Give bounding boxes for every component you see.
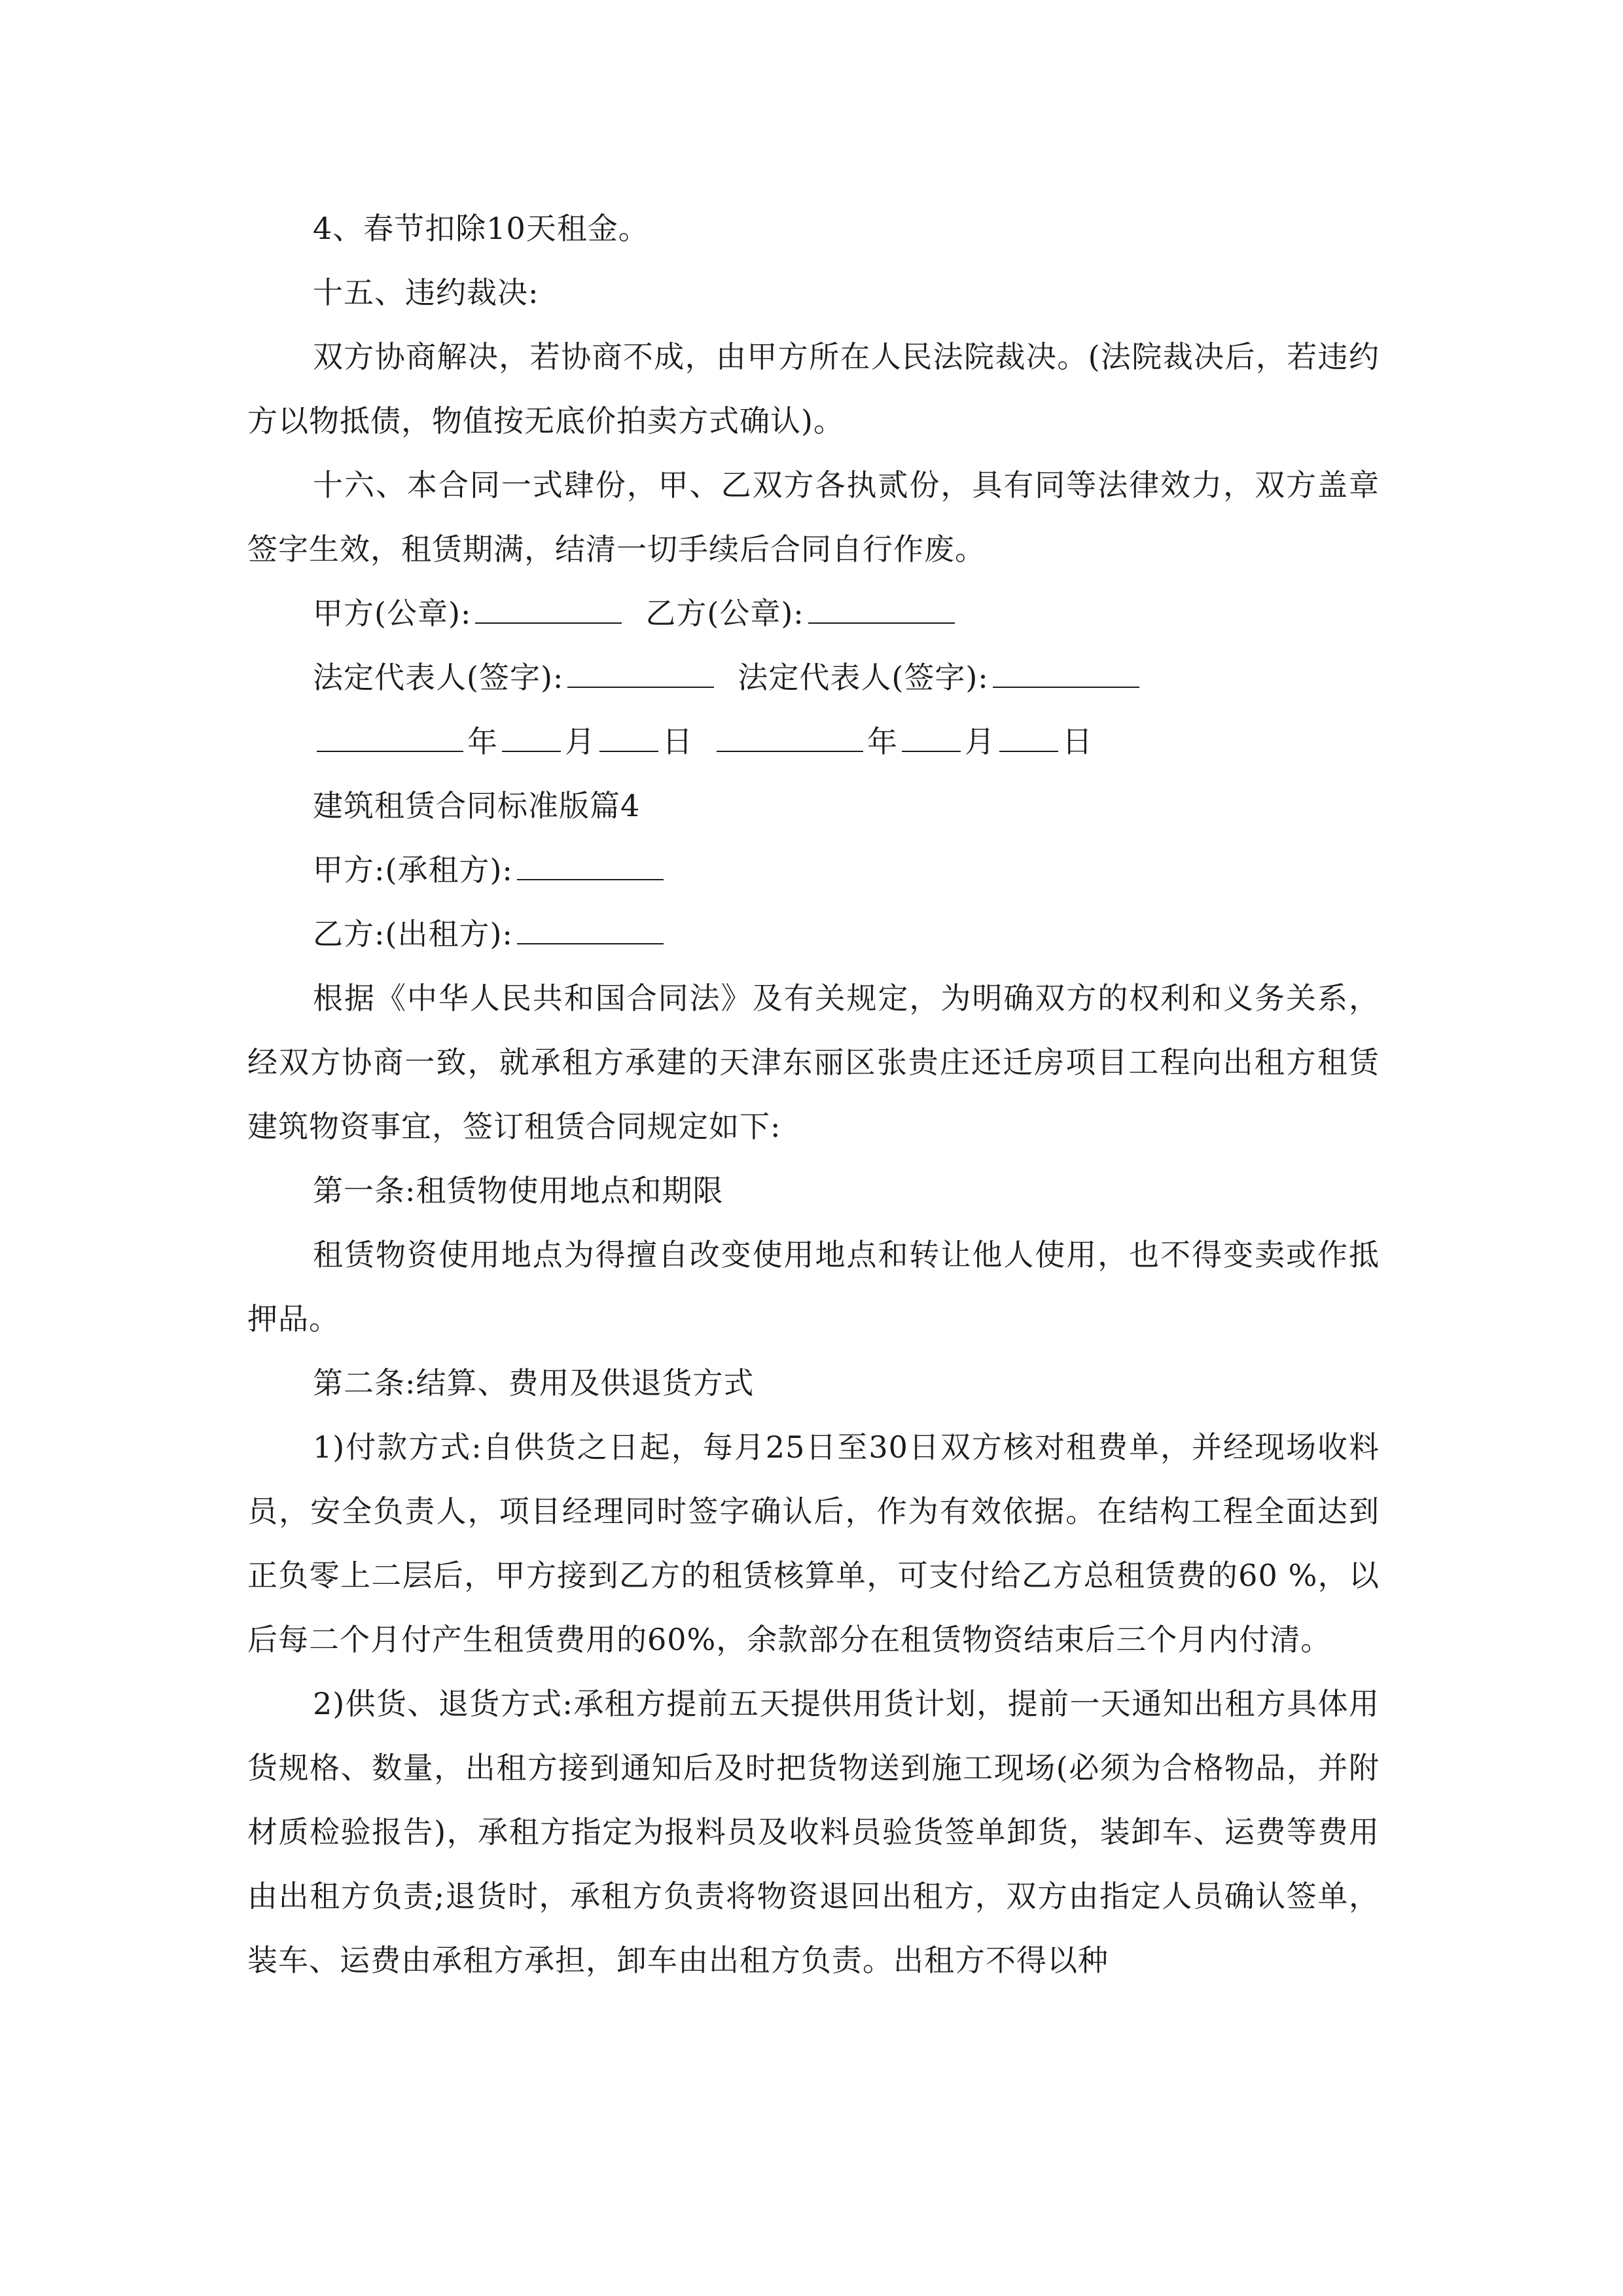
signature-line-rep [247, 645, 1380, 709]
rep-a-label: 法定代表人(签字): [313, 660, 564, 695]
section-15-title: 十五、违约裁决: [313, 275, 539, 310]
rep-a-blank[interactable] [567, 656, 714, 688]
date-b-day-blank[interactable] [999, 721, 1058, 752]
party-b-seal-blank[interactable] [808, 592, 955, 624]
party-a-seal-label: 甲方(公章): [313, 596, 472, 631]
party-a-seal-blank[interactable] [475, 592, 622, 624]
party-b-label: 乙方:(出租方): [313, 916, 513, 952]
party-a-line [247, 838, 1380, 902]
article-4-heading: 建筑租赁合同标准版篇4 [313, 788, 641, 823]
rep-b-blank[interactable] [993, 656, 1139, 688]
signature-line-seal [247, 581, 1380, 645]
date-b-year-blank[interactable] [717, 721, 863, 752]
section-16-body: 十六、本合同一式肆份，甲、乙双方各执贰份，具有同等法律效力，双方盖章签字生效，租赁期满，结清一切手续后合同自行作废。 [247, 467, 1380, 567]
date-a-day-blank[interactable] [599, 721, 658, 752]
clause-2-title: 第二条:结算、费用及供退货方式 [313, 1365, 755, 1401]
date-a-month-blank[interactable] [502, 721, 561, 752]
party-b-blank[interactable] [517, 913, 664, 944]
date-a-day-label: 日 [662, 724, 693, 759]
date-b-day-label: 日 [1062, 724, 1093, 759]
clause-1-title: 第一条:租赁物使用地点和期限 [313, 1173, 724, 1208]
clause-1-body: 租赁物资使用地点为得擅自改变使用地点和转让他人使用，也不得变卖或作抵押品。 [247, 1237, 1380, 1336]
rep-b-label: 法定代表人(签字): [738, 660, 989, 695]
line-item-4: 4、春节扣除10天租金。 [313, 211, 649, 246]
signature-line-date [247, 709, 1380, 774]
date-a-year-label: 年 [467, 724, 498, 759]
document-body [247, 196, 1380, 1992]
clause-2-item-2: 2)供货、退货方式:承租方提前五天提供用货计划，提前一天通知出租方具体用货规格、数量，出租方接到通知后及时把货物送到施工现场(必须为合格物品，并附材质检验报告)，承租方指定为报料员及收料员验货签单卸货，装卸车、运费等费用由出租方负责;退货时，承租方负责将物资退回出租方，双方由指定人员确认签单，装车、运费由承租方承担，卸车由出租方负责。出租方不得以种 [247, 1686, 1380, 1978]
party-b-seal-label: 乙方(公章): [645, 596, 804, 631]
date-b-month-label: 月 [965, 724, 995, 759]
date-a-month-label: 月 [565, 724, 596, 759]
party-b-line [247, 902, 1380, 966]
section-15-body: 双方协商解决，若协商不成，由甲方所在人民法院裁决。(法院裁决后，若违约方以物抵债，物值按无底价拍卖方式确认)。 [247, 339, 1380, 439]
clause-2-item-1: 1)付款方式:自供货之日起，每月25日至30日双方核对租费单，并经现场收料员，安全负责人，项目经理同时签字确认后，作为有效依据。在结构工程全面达到正负零上二层后，甲方接到乙方的租赁核算单，可支付给乙方总租赁费的60 %，以后每二个月付产生租赁费用的60%，余款部分在租赁物资结束后三个月内付清。 [247, 1429, 1380, 1657]
intro-paragraph: 根据《中华人民共和国合同法》及有关规定，为明确双方的权利和义务关系，经双方协商一致，就承租方承建的天津东丽区张贵庄还迁房项目工程向出租方租赁建筑物资事宜，签订租赁合同规定如下: [247, 980, 1380, 1144]
date-a-year-blank[interactable] [317, 721, 463, 752]
date-b-month-blank[interactable] [902, 721, 961, 752]
party-a-label: 甲方:(承租方): [313, 852, 513, 888]
party-a-blank[interactable] [517, 849, 664, 880]
date-b-year-label: 年 [867, 724, 898, 759]
